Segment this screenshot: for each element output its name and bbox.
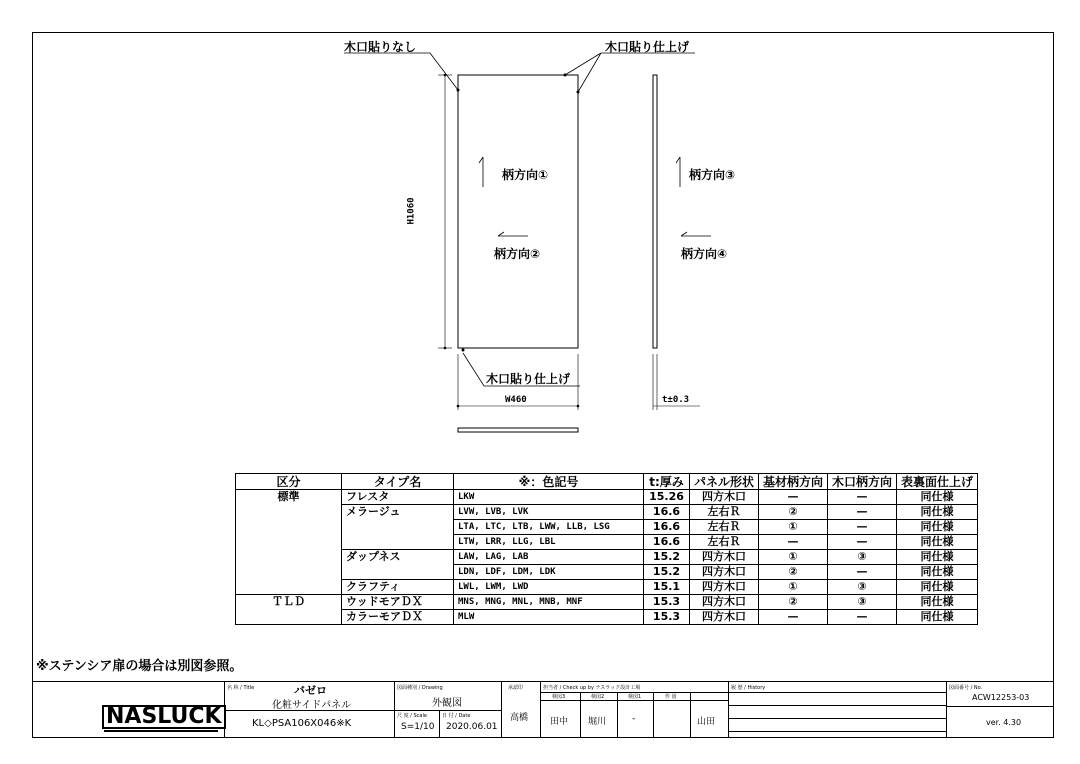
title-block <box>32 681 1054 738</box>
table-row: LTW, LRR, LLG, LBL 16.6 左右Ｒ — — 同仕様 <box>236 535 978 550</box>
scale-caption: 尺 度 / Scale <box>397 713 427 719</box>
table-row: ＴＬＤ ウッドモアＤＸ MNS, MNG, MNL, MNB, MNF 15.3 四方木口 ② ③ 同仕様 <box>236 595 978 610</box>
spec-table <box>235 473 978 625</box>
check-role-1: 検図3 <box>552 694 566 700</box>
model-number: KL◇PSA106X046※K <box>252 718 352 729</box>
title-main: バゼロ <box>294 684 327 697</box>
table-row: 標準 フレスタ LKW 15.26 四方木口 — — 同仕様 <box>236 490 978 505</box>
header-panel-shape: パネル形状 <box>690 474 759 490</box>
label-width-dimension: W460 <box>505 395 527 405</box>
header-thickness: t:厚み <box>644 474 690 490</box>
header-color-code: ※：色記号 <box>454 474 644 490</box>
nasluck-logo <box>102 704 227 729</box>
number-caption: 図面番号 / No. <box>949 685 983 691</box>
label-height-dimension: H1060 <box>406 197 417 225</box>
date-value: 2020.06.01 <box>446 722 498 732</box>
check-name-2: 堀川 <box>588 717 607 727</box>
label-thickness-dimension: t±0.3 <box>662 395 690 405</box>
check-role-2: 検図2 <box>591 694 605 700</box>
table-row: メラージュ LVW, LVB, LVK 16.6 左右Ｒ ② — 同仕様 <box>236 505 978 520</box>
check-name-1: 田中 <box>550 717 569 727</box>
date-caption: 日 付 / Date <box>442 713 471 719</box>
table-row: ダップネス LAW, LAG, LAB 15.2 四方木口 ① ③ 同仕様 <box>236 550 978 565</box>
check-name-3: - <box>632 714 636 724</box>
label-edge-none: 木口貼りなし <box>344 40 417 54</box>
title-caption: 名 称 / Title <box>227 685 255 691</box>
logo-underline <box>104 730 218 732</box>
history-caption: 履 歴 / History <box>731 685 766 691</box>
check-role-3: 検図1 <box>628 694 642 700</box>
check-name-4: 山田 <box>697 717 716 727</box>
header-edge-grain: 木口柄方向 <box>828 474 897 490</box>
panel-side-view <box>653 75 657 348</box>
label-grain-4: 柄方向④ <box>681 247 728 261</box>
approver-caption: 承認印 <box>508 685 524 691</box>
logo-lettering: NASLUCK <box>102 705 226 729</box>
header-type-name: タイプ名 <box>342 474 454 490</box>
header-surface-finish: 表裏面仕上げ <box>897 474 978 490</box>
title-sub: 化粧サイドパネル <box>272 700 352 711</box>
table-row: クラフティ LWL, LWM, LWD 15.1 四方木口 ① ③ 同仕様 <box>236 580 978 595</box>
label-grain-1: 柄方向① <box>502 168 549 182</box>
table-row: LDN, LDF, LDM, LDK 15.2 四方木口 ② — 同仕様 <box>236 565 978 580</box>
drawing-caption: 図面種別 / Drawing <box>397 685 443 691</box>
scale-value: S=1/10 <box>401 722 435 732</box>
label-grain-2: 柄方向② <box>494 247 541 261</box>
header-category: 区分 <box>236 474 342 490</box>
table-row: LTA, LTC, LTB, LWW, LLB, LSG 16.6 左右Ｒ ① — 同仕様 <box>236 520 978 535</box>
label-edge-finish-bottom: 木口貼り仕上げ <box>486 372 571 386</box>
panel-front-view <box>458 75 578 348</box>
drawing-type: 外観図 <box>432 698 462 709</box>
version: ver. 4.30 <box>986 718 1022 727</box>
header-base-grain: 基材柄方向 <box>759 474 828 490</box>
stencia-note: ※ステンシア扉の場合は別図参照。 <box>36 659 243 674</box>
panel-top-view <box>458 428 578 432</box>
label-grain-3: 柄方向③ <box>689 168 736 182</box>
check-caption: 担当者 / Check up by ナスラック設計工場 <box>543 685 641 691</box>
spec-table-header <box>236 474 978 490</box>
check-role-4: 作 図 <box>665 694 677 700</box>
drawing-number: ACW12253-03 <box>972 693 1030 702</box>
label-edge-finish-top: 木口貼り仕上げ <box>605 40 690 54</box>
approver-name: 高橋 <box>510 713 529 723</box>
table-row: カラーモアＤＸ MLW 15.3 四方木口 — — 同仕様 <box>236 610 978 625</box>
